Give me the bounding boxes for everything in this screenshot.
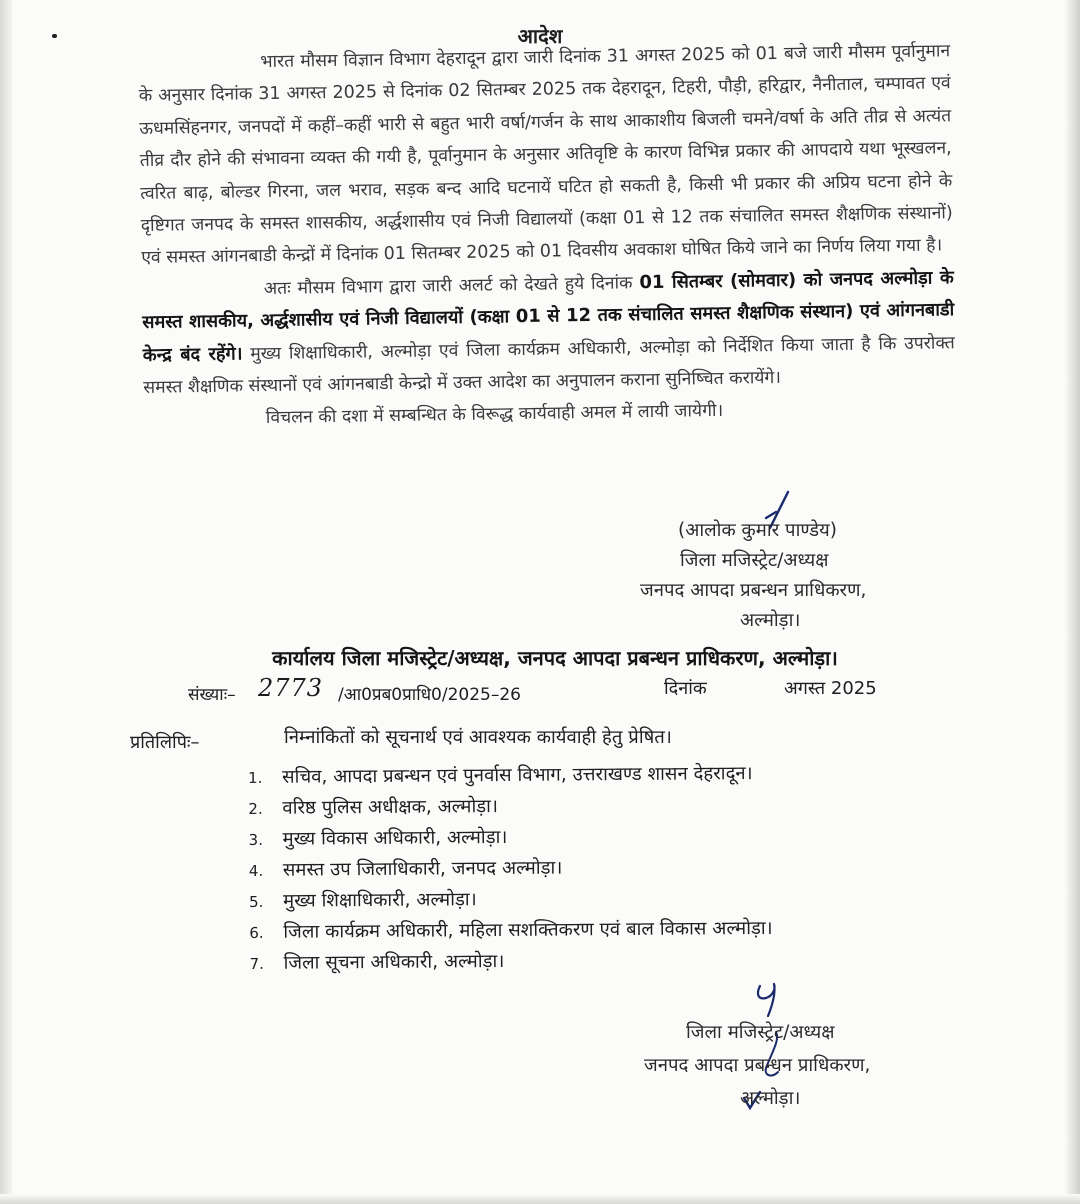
signatory-place: अल्मोड़ा। [740,1088,801,1109]
list-item-number: 2. [248,799,263,818]
list-item-text: जिला कार्यक्रम अधिकारी, महिला सशक्तिकरण एवं बाल विकास अल्मोड़ा। [283,917,773,943]
order-paragraph-1: भारत मौसम विज्ञान विभाग देहरादून द्वारा जारी दिनांक 31 अगस्त 2025 को 01 बजे जारी मौसम पूर्वानुमान के अनुसार दिनांक 31 अगस्त 2025 से दिनांक 02 सितम्बर 2025 तक देहरादून, टिहरी, पौड़ी, हरिद्वार, नैनीताल, चम्पावत एवं ऊधमसिंहनगर, जनपदों में कहीं–कहीं भारी से बहुत भारी वर्षा/गर्जन के साथ आकाशीय बिजली चमने/वर्षा के अति तीव्र से अत्यंत तीव्र दौर होने की संभावना व्यक्त की गयी है, पूर्वानुमान के अनुसार अतिवृष्टि के कारण विभिन्न प्रकार की आपदाये यथा भूस्खलन, त्वरित बाढ़, बोल्डर गिरना, जल भराव, सड़क बन्द आदि घटनायें घटित हो सकती है, किसी भी प्रकार की अप्रिय घटना होने के दृष्टिगत जनपद के समस्त शासकीय, अर्द्धशासीय एवं निजी विद्यालयों (कक्षा 01 से 12 तक संचालित समस्त शैक्षणिक संस्थानों) एवं समस्त आंगनबाडी केन्द्रों में दिनांक 01 सितम्बर 2025 को 01 दिवसीय अवकाश घोषित किये जाने का निर्णय लिया गया है। [138,41,953,269]
date-value: अगस्त 2025 [784,678,877,699]
list-item-number: 7. [249,954,264,973]
office-title: कार्यालय जिला मजिस्ट्रेट/अध्यक्ष, जनपद आपदा प्रबन्धन प्राधिकरण, अल्मोड़ा। [272,646,838,670]
list-item-text: समस्त उप जिलाधिकारी, जनपद अल्मोड़ा। [282,857,563,881]
list-item-number: 4. [248,861,264,880]
list-item-text: वरिष्ठ पुलिस अधीक्षक, अल्मोड़ा। [282,796,499,819]
list-item-text: जिला सूचना अधिकारी, अल्मोड़ा। [283,950,505,974]
list-item [249,942,949,978]
recipient-list [248,757,950,979]
page-edge-shadow-left [0,0,12,1204]
order-paragraph-3: विचलन की दशा में सम्बन्धित के विरूद्ध कार्यवाही अमल में लायी जायेगी। [265,401,724,429]
order-paragraph-2 [142,262,956,404]
order-heading: आदेश [517,24,563,48]
signature-block-1 [640,516,940,636]
order-body [138,35,956,437]
signatory-name: (आलोक कुमार पाण्डेय) [678,520,837,541]
copy-to-label: प्रतिलिपिः– [130,732,200,753]
reference-code: /आ0प्रब0प्राधि0/2025–26 [338,685,521,705]
list-item-number: 1. [248,768,263,787]
signatory-authority: जनपद आपदा प्रबन्धन प्राधिकरण, [644,1055,871,1076]
page-edge-shadow-bottom [0,1194,1080,1204]
signatory-designation: जिला मजिस्ट्रेट/अध्यक्ष [686,1022,835,1043]
reference-number-label: संख्याः– [188,685,236,705]
order-paragraph-2-bold: 01 सितम्बर (सोमवार) को जनपद अल्मोड़ा के समस्त शासकीय, अर्द्धशासीय एवं निजी विद्यालयों (कक्षा 01 से 12 तक संचालित समस्त शैक्षणिक संस्थान) एवं आंगनबाडी केन्द्र बंद रहेंगे। [142,267,955,366]
signature-block-2 [644,1016,954,1115]
reference-number-handwritten: 2773 [258,674,324,702]
list-item-text: सचिव, आपदा प्रबन्धन एवं पुनर्वास विभाग, उत्तराखण्ड शासन देहरादून। [282,763,753,788]
list-item-number: 3. [248,830,263,849]
copy-to-intro: निम्नांकितों को सूचनार्थ एवं आवश्यक कार्यवाही हेतु प्रेषित। [284,727,672,748]
list-item-text: मुख्य शिक्षाधिकारी, अल्मोड़ा। [283,889,477,912]
list-item-number: 5. [249,892,264,911]
signatory-authority: जनपद आपदा प्रबन्धन प्राधिकरण, [640,580,867,601]
order-paragraph-2-start: अतः मौसम विभाग द्वारा जारी अलर्ट को देखते हुये दिनांक [263,272,640,299]
page-edge-shadow-right [1066,0,1080,1204]
signatory-designation: जिला मजिस्ट्रेट/अध्यक्ष [680,550,829,571]
reference-line [188,676,908,710]
date-label: दिनांक [664,678,707,699]
signatory-place: अल्मोड़ा। [740,610,801,631]
list-item-number: 6. [249,923,264,942]
list-item-text: मुख्य विकास अधिकारी, अल्मोड़ा। [282,826,508,850]
order-paragraph-2-end: मुख्य शिक्षाधिकारी, अल्मोड़ा एवं जिला कार्यक्रम अधिकारी, अल्मोड़ा को निर्देशित किया जाता है कि उपरोक्त समस्त शैक्षणिक संस्थानों एवं आंगनबाडी केन्द्रो में उक्त आदेश का अनुपालन कराना सुनिष्चित करायेंगे। [143,332,955,399]
